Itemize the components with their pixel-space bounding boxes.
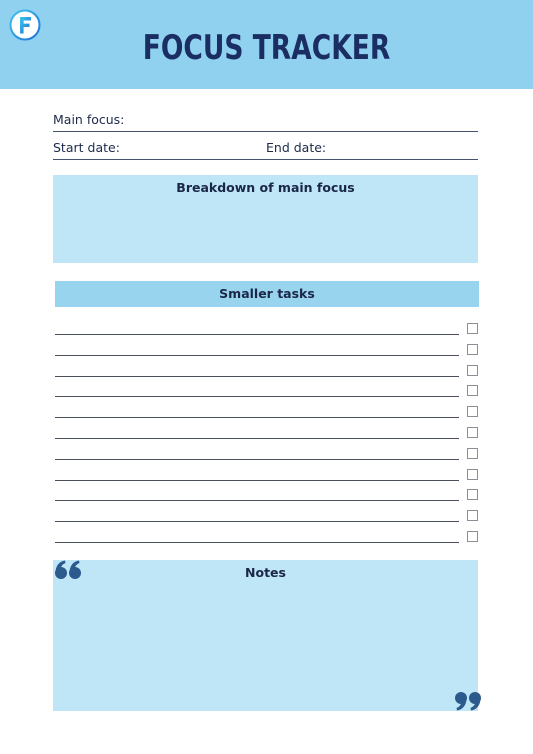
main-focus-label: Main focus:	[53, 112, 125, 127]
close-quote-icon	[452, 689, 482, 711]
task-line[interactable]	[55, 542, 459, 543]
task-checkbox[interactable]	[467, 365, 478, 376]
notes-title: Notes	[245, 565, 286, 580]
task-checkbox[interactable]	[467, 427, 478, 438]
open-quote-icon	[54, 560, 84, 582]
task-line[interactable]	[55, 417, 459, 418]
header-banner	[0, 0, 533, 89]
breakdown-title: Breakdown of main focus	[176, 180, 355, 195]
end-date-label: End date:	[266, 140, 327, 155]
page-title: FOCUS TRACKER	[142, 28, 391, 68]
notes-panel[interactable]	[53, 560, 478, 711]
main-focus-field[interactable]	[53, 131, 478, 132]
task-checkbox[interactable]	[467, 448, 478, 459]
task-checkbox[interactable]	[467, 510, 478, 521]
task-checkbox[interactable]	[467, 323, 478, 334]
task-line[interactable]	[55, 334, 459, 335]
task-line[interactable]	[55, 376, 459, 377]
task-line[interactable]	[55, 396, 459, 397]
task-line[interactable]	[55, 438, 459, 439]
task-line[interactable]	[55, 500, 459, 501]
task-checkbox[interactable]	[467, 531, 478, 542]
task-line[interactable]	[55, 521, 459, 522]
brand-f-logo-icon	[9, 9, 41, 41]
task-checkbox[interactable]	[467, 406, 478, 417]
task-checkbox[interactable]	[467, 385, 478, 396]
tasks-header	[55, 281, 479, 307]
task-line[interactable]	[55, 355, 459, 356]
tasks-title: Smaller tasks	[219, 286, 315, 301]
breakdown-panel[interactable]	[53, 175, 478, 263]
task-checkbox[interactable]	[467, 344, 478, 355]
task-checkbox[interactable]	[467, 469, 478, 480]
task-checkbox[interactable]	[467, 489, 478, 500]
start-date-label: Start date:	[53, 140, 120, 155]
task-line[interactable]	[55, 480, 459, 481]
task-line[interactable]	[55, 459, 459, 460]
date-field[interactable]	[53, 159, 478, 160]
